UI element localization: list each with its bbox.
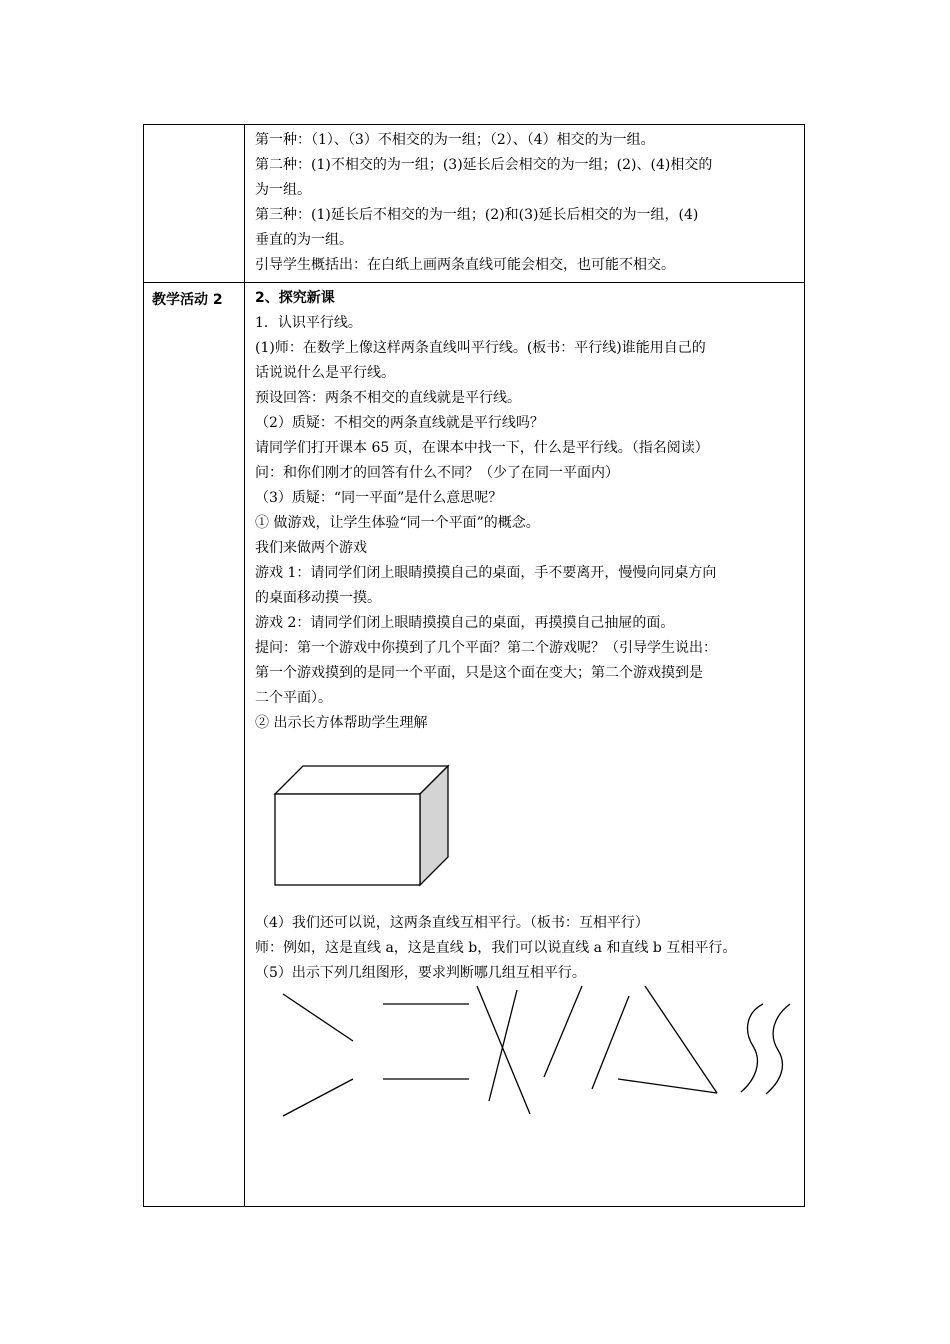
row-label-cell [144,125,245,283]
text-line: 预设回答：两条不相交的直线就是平行线。 [255,390,521,406]
text-line: 问：和你们刚才的回答有什么不同？（少了在同一平面内） [255,465,619,481]
pair-wavy-lines [741,1004,790,1094]
pair-crossing-lines [477,986,530,1114]
text-line: （3）质疑：“同一平面”是什么意思呢？ [255,490,503,506]
text-line: （2）质疑：不相交的两条直线就是平行线吗？ [255,415,544,431]
section-heading: 2、探究新课 [255,290,335,306]
row-label-cell [144,283,245,1207]
text-line: 师：例如，这是直线 a，这是直线 b，我们可以说直线 a 和直线 b 互相平行。 [255,940,737,956]
lesson-plan-table [143,124,805,1207]
pair-triangle-lines [618,986,717,1093]
text-line: （4）我们还可以说，这两条直线互相平行。（板书：互相平行） [255,915,649,931]
text-line: ① 做游戏，让学生体验“同一个平面”的概念。 [255,515,540,531]
table-row [144,283,805,1207]
text-line: 的桌面移动摸一摸。 [255,590,381,606]
text-line: 游戏 1：请同学们闭上眼睛摸摸自己的桌面，手不要离开，慢慢向同桌方向 [255,565,717,581]
text-line: ② 出示长方体帮助学生理解 [255,715,428,731]
text-line: 引导学生概括出：在白纸上画两条直线可能会相交，也可能不相交。 [255,257,675,273]
pair-parallel-lines [383,1004,469,1079]
row-content [245,125,804,282]
text-line: 第一种：（1）、（3）不相交的为一组；（2）、（4）相交的为一组。 [255,132,655,148]
text-line: 第二种：(1)不相交的为一组；(3)延长后会相交的为一组；(2)、(4)相交的 [255,157,713,173]
row-label: 教学活动 2 [152,292,223,308]
row-content-cell [245,125,805,283]
table-row [144,125,805,283]
text-line: （5）出示下列几组图形，要求判断哪几组互相平行。 [255,965,586,981]
row-content-cell [245,283,805,1207]
text-line: 游戏 2：请同学们闭上眼睛摸摸自己的桌面，再摸摸自己抽屉的面。 [255,615,675,631]
pair-diverging-lines [283,994,353,1116]
row-content [245,283,804,1145]
text-line: 第三种：(1)延长后不相交的为一组；(2)和(3)延长后相交的为一组，(4) [255,207,699,223]
text-line: 垂直的为一组。 [255,232,353,248]
text-line: 为一组。 [255,182,311,198]
pair-slanted-lines [544,986,629,1089]
text-line: (1)师：在数学上像这样两条直线叫平行线。(板书：平行线)谁能用自己的 [255,340,706,356]
cuboid-front-face [275,794,420,885]
text-line: 提问：第一个游戏中你摸到了几个平面？第二个游戏呢？（引导学生说出： [255,640,717,656]
cuboid-figure [255,736,895,911]
text-line: 我们来做两个游戏 [255,540,367,556]
text-line: 第一个游戏摸到的是同一个平面，只是这个面在变大；第二个游戏摸到是 [255,665,703,681]
line-pairs-figure [255,986,800,1141]
text-line: 1．认识平行线。 [255,315,362,331]
text-line: 话说说什么是平行线。 [255,365,395,381]
text-line: 二个平面）。 [255,690,332,706]
cuboid-side-face [420,766,448,885]
text-line: 请同学们打开课本 65 页，在课本中找一下，什么是平行线。（指名阅读） [255,440,709,456]
cuboid-top-face [275,766,448,794]
